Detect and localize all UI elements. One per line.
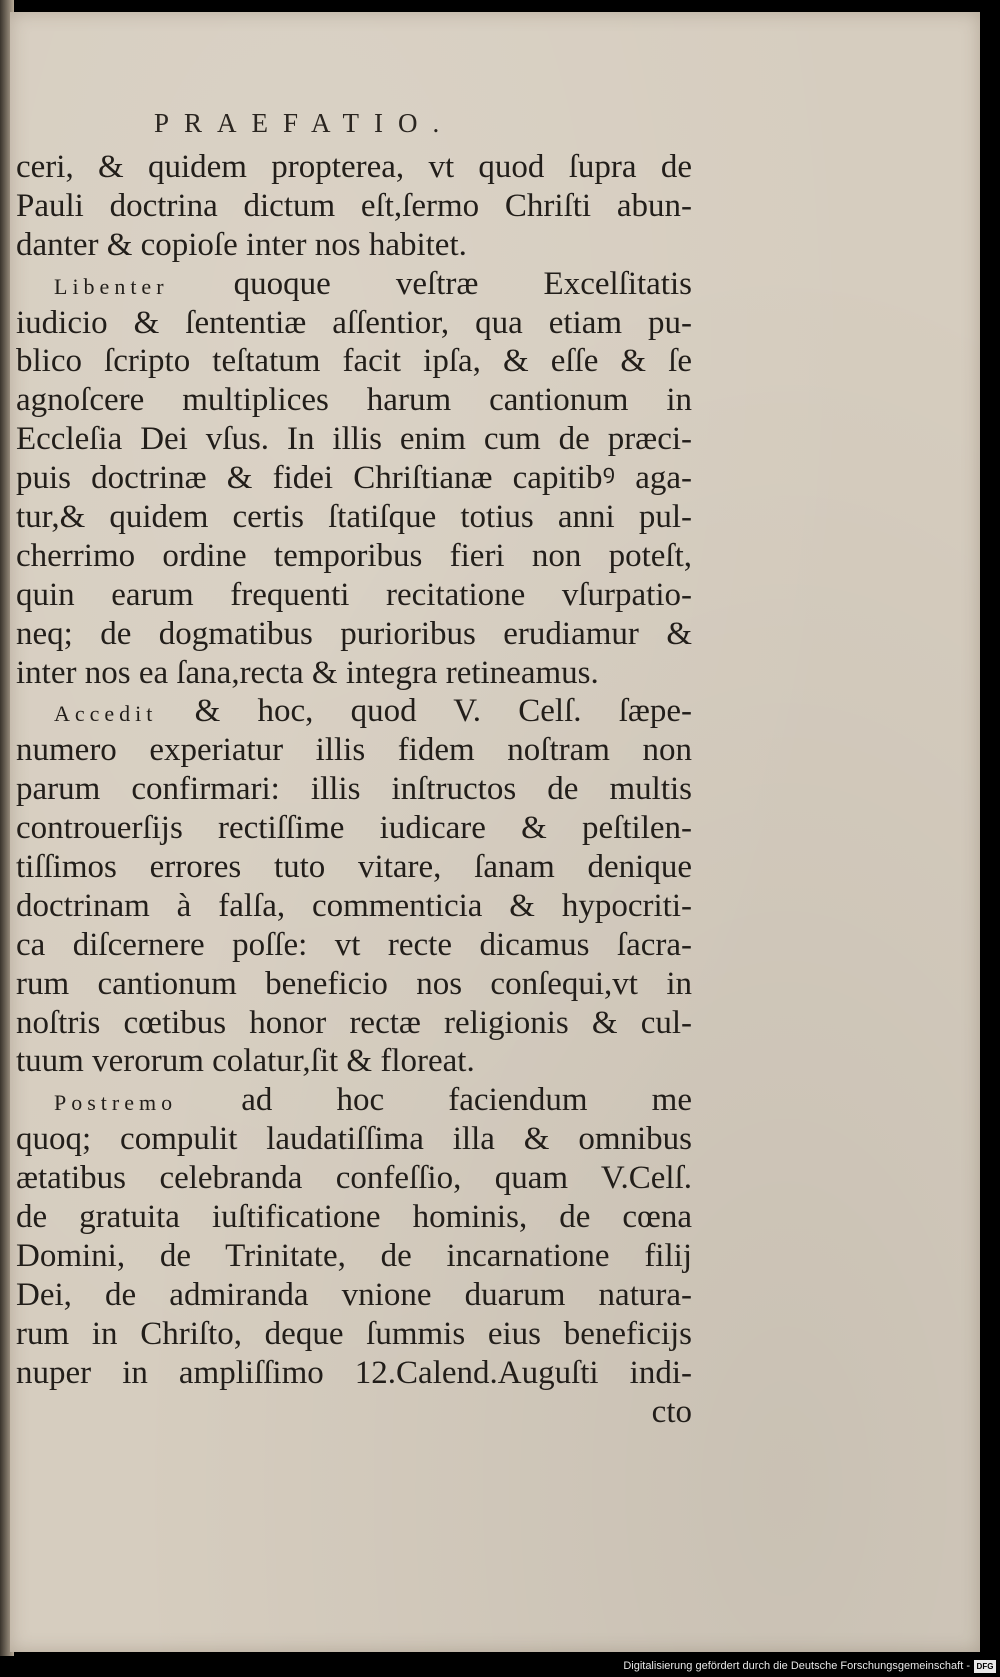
text-line: Pauli doctrina dictum eſt,ſermo Chriſti abun- [16, 187, 692, 224]
digitization-footer [0, 1656, 1000, 1677]
text-line: tuum verorum colatur,ſit & floreat. [16, 1043, 475, 1080]
text-line: inter nos ea ſana,recta & integra retineamus. [16, 654, 599, 691]
text-line: de gratuita iuſtificatione hominis, de cœna [16, 1199, 692, 1236]
text-line: agnoſcere multiplices harum cantionum in [16, 382, 692, 419]
text-line: neq; de dogmatibus purioribus erudiamur & [16, 615, 692, 652]
text-line: ceri, & quidem propterea, vt quod ſupra de [16, 149, 692, 185]
body-text [16, 148, 692, 1431]
paragraph-postremo: Postremo ad hoc faciendum me [54, 1082, 692, 1119]
text-line: puis doctrinæ & fidei Chriſtianæ capitibꝰ aga- [16, 460, 692, 497]
text-line: blico ſcripto teſtatum facit ipſa, & eſſe & ſe [16, 343, 692, 380]
running-head: PRAEFATIO. [154, 108, 455, 138]
text-line: iudicio & ſententiæ aſſentior, qua etiam pu- [16, 304, 692, 341]
text-line: Domini, de Trinitate, de incarnatione filij [16, 1237, 692, 1274]
text-line: quoq; compulit laudatiſſima illa & omnibus [16, 1121, 692, 1158]
footer-credit: Digitalisierung gefördert durch die Deutsche Forschungsgemeinschaft - [623, 1660, 970, 1672]
paragraph-opener: Accedit [54, 701, 158, 727]
paragraph-accedit: Accedit & hoc, quod V. Celſ. ſæpe- [54, 693, 693, 730]
paragraph-libenter: Libenter quoque veſtræ Excelſitatis [54, 265, 692, 302]
paragraph-opener: Libenter [54, 273, 169, 299]
text-line: doctrinam à falſa, commenticia & hypocriti- [16, 887, 692, 924]
catchword: cto [651, 1393, 692, 1430]
text-line: ca diſcernere poſſe: vt recte dicamus ſacra- [16, 926, 692, 963]
text-line: parum confirmari: illis inſtructos de multis [16, 771, 692, 808]
text-line: danter & copioſe inter nos habitet. [16, 226, 467, 263]
text-line: tur,& quidem certis ſtatiſque totius anni pul- [16, 499, 692, 536]
text-line: rum in Chriſto, deque ſummis eius beneficijs [16, 1315, 692, 1352]
text-line: nuper in ampliſſimo 12.Calend.Auguſti indi- [16, 1354, 692, 1391]
text-line: ætatibus celebranda confeſſio, quam V.Celſ. [16, 1160, 692, 1197]
text-line: quin earum frequenti recitatione vſurpatio- [16, 576, 692, 613]
text-line: noſtris cœtibus honor rectæ religionis & cul- [16, 1004, 692, 1041]
paragraph-opener: Postremo [54, 1090, 178, 1116]
text-line: numero experiatur illis fidem noſtram non [16, 732, 692, 769]
text-line: controuerſijs rectiſſime iudicare & peſtilen- [16, 810, 692, 847]
text-line: tiſſimos errores tuto vitare, ſanam denique [16, 849, 692, 886]
text-line: rum cantionum beneficio nos conſequi,vt in [16, 965, 692, 1002]
scan-border-right [980, 0, 1000, 1656]
dfg-logo-icon: DFG [974, 1660, 996, 1673]
text-line: Eccleſia Dei vſus. In illis enim cum de præci- [16, 421, 692, 458]
text-line: Dei, de admiranda vnione duarum natura- [16, 1276, 692, 1313]
text-line: cherrimo ordine temporibus fieri non poteſt, [16, 537, 692, 574]
